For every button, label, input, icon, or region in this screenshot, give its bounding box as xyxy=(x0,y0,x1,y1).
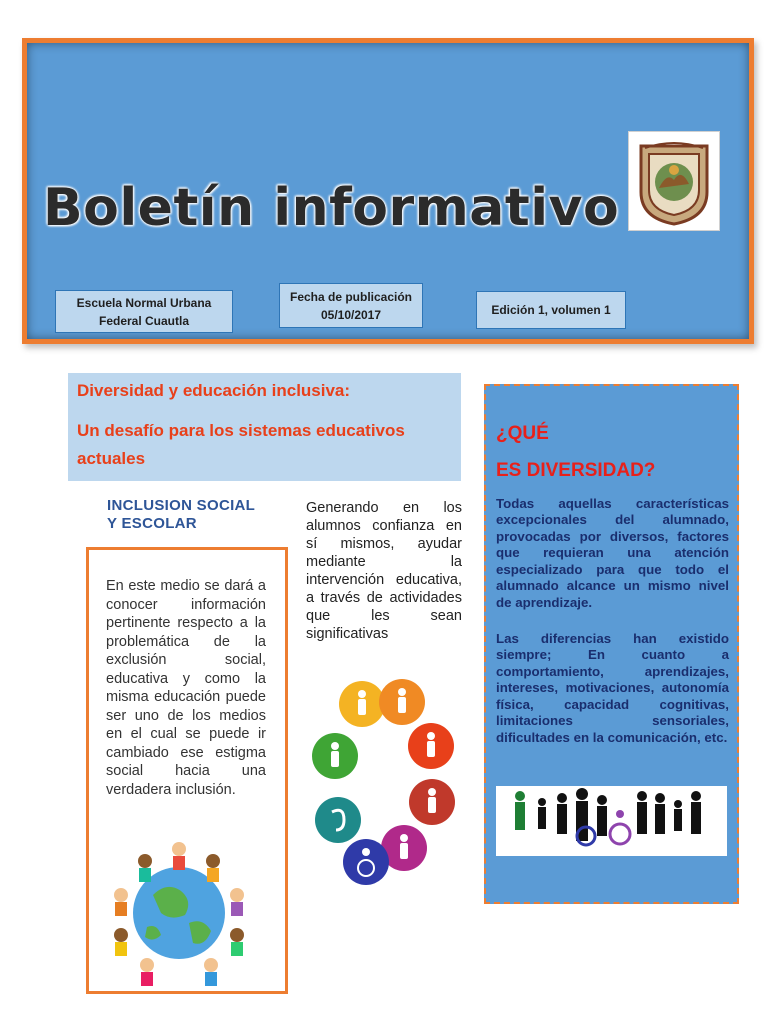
middle-column-text: Generando en los alumnos confianza en sí mismos, ayudar mediante la intervención educativa, a través de actividades que les sean significativas xyxy=(306,500,462,642)
publication-date-label: Fecha de publicación xyxy=(289,289,413,304)
diversity-box xyxy=(484,384,739,904)
disability-circles-image xyxy=(308,670,460,905)
diversity-question-line1: ¿QUÉ xyxy=(496,423,549,444)
diversity-definition: Todas aquellas características excepcionales del alumnado, provocadas por diversos, factores que requieran una atención especializado para que todo el alumnado alcance un mismo nivel de aprendizaje. xyxy=(496,496,729,610)
diverse-people-silhouettes-image xyxy=(496,786,727,856)
intro-text: En este medio se dará a conocer información pertinente respecto a la problemática de la exclusión social, educativa y como la misma educación puede ser uno de los medios en el cual se puede ir cambiado ese estigma social hacia una verdadera inclusión. xyxy=(106,578,266,799)
diversity-differences: Las diferencias han existido siempre; En cuanto a comportamiento, aprendizajes, intereses, motivaciones, autonomía física, capacidad cognitivas, limitaciones sensoriales, dificultades en la comunicación, etc. xyxy=(496,631,729,745)
header-banner xyxy=(22,38,754,344)
school-name-line2: Federal Cuautla xyxy=(98,313,190,328)
diversity-question-line2: ES DIVERSIDAD? xyxy=(496,460,656,481)
article-banner xyxy=(68,373,461,481)
section-heading: INCLUSION SOCIAL Y ESCOLAR xyxy=(107,497,255,532)
school-name-line1: Escuela Normal Urbana xyxy=(76,295,212,310)
school-name-box xyxy=(55,290,233,333)
intro-box xyxy=(86,547,288,994)
edition-label: Edición 1, volumen 1 xyxy=(491,303,611,317)
newsletter-title: Boletín informativo xyxy=(43,178,620,238)
school-seal-icon xyxy=(628,131,720,231)
article-title: Diversidad y educación inclusiva: xyxy=(77,381,351,400)
edition-box xyxy=(476,291,626,329)
publication-date-value: 05/10/2017 xyxy=(320,307,382,322)
publication-date-box xyxy=(279,283,423,328)
children-around-globe-image xyxy=(101,831,258,989)
article-subtitle: Un desafío para los sistemas educativos actuales xyxy=(77,421,405,468)
